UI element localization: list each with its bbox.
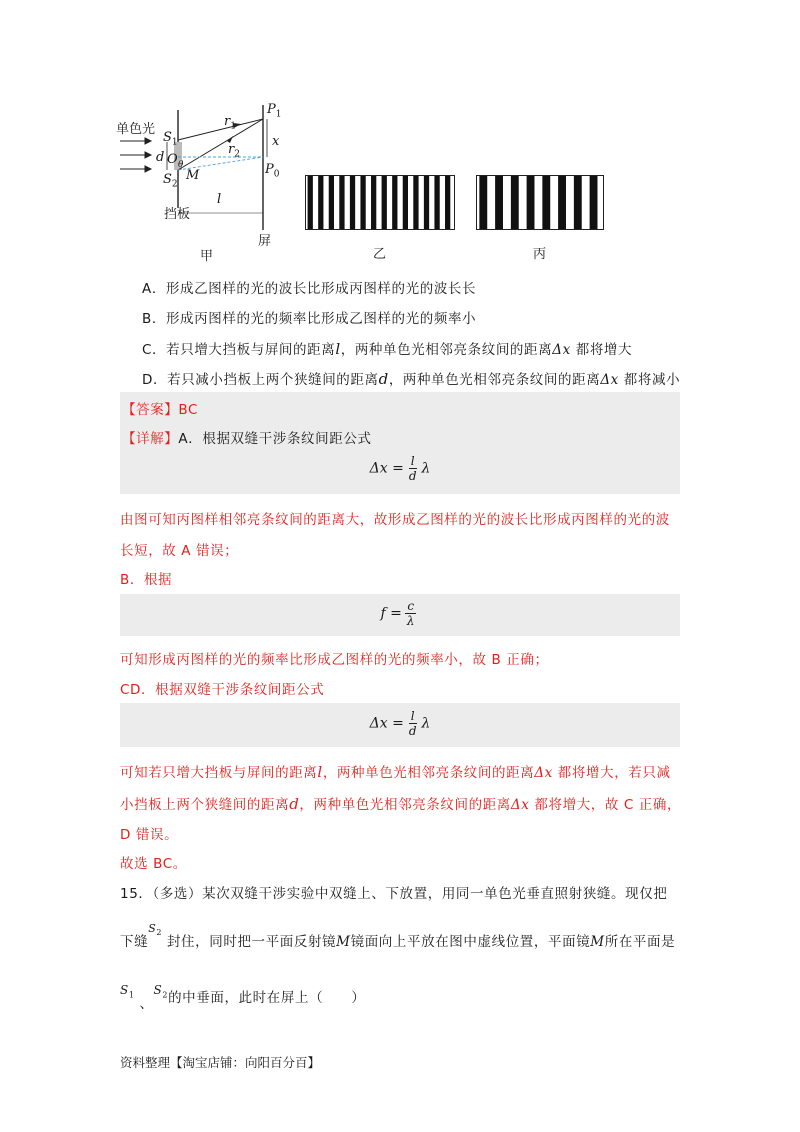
detail-b-intro: B．根据 — [120, 572, 173, 588]
ray-r1 — [178, 119, 263, 140]
detail-cd-line-2: 小挡板上两个狭缝间的距离d，两种单色光相邻亮条纹间的距离Δx 都将增大，故 C 正确， — [120, 795, 682, 813]
yi-dark-fringe — [382, 176, 387, 229]
r2-label: $r_2$ — [228, 142, 240, 160]
theta-label: θ — [178, 160, 184, 170]
yi-dark-fringe — [445, 176, 450, 229]
light-arrows — [120, 138, 151, 172]
yi-dark-fringe — [339, 176, 344, 229]
yi-frame — [306, 176, 455, 230]
detail-cd-line-1: 可知若只增大挡板与屏间的距离l，两种单色光相邻亮条纹间的距离Δx 都将增大，若只减 — [120, 763, 671, 781]
question-15-line-3: $S_1$ 、$S_2$的中垂面，此时在屏上（ ） — [120, 983, 366, 1012]
p0-label: $P_0$ — [265, 162, 280, 180]
bing-dark-fringe — [479, 176, 487, 229]
yi-dark-fringe — [413, 176, 418, 229]
x-label: x — [272, 134, 280, 149]
question-15-line-2: 下缝$^{S_2}$ 封住，同时把一平面反射镜M镜面向上平放在图中虚线位置，平面镜M所在平面是 — [120, 922, 676, 950]
yi-dark-fringe — [434, 176, 439, 229]
bing-dark-fringe — [558, 176, 566, 229]
ray-r2 — [178, 119, 263, 170]
option-a: A．形成乙图样的光的波长比形成丙图样的光的波长长 — [142, 281, 477, 297]
r1-label: $r_1$ — [224, 114, 236, 132]
o-label: O — [167, 152, 178, 167]
formula-2-band — [120, 594, 680, 636]
bing-dark-fringe — [542, 176, 550, 229]
bing-dark-fringe — [495, 176, 503, 229]
option-d: D．若只减小挡板上两个狭缝间的距离d，两种单色光相邻亮条纹间的距离Δx 都将减小 — [142, 370, 681, 388]
yi-dark-fringe — [371, 176, 376, 229]
light-label: 单色光 — [116, 122, 156, 137]
detail-b-text: 可知形成丙图样的光的频率比形成乙图样的光的频率小，故 B 正确； — [120, 652, 549, 668]
detail-a-text-1: 由图可知丙图样相邻亮条纹间的距离大，故形成乙图样的光的波长比形成丙图样的光的波 — [120, 512, 670, 528]
jia-label: 甲 — [200, 249, 214, 264]
fringe-pattern-yi — [305, 175, 455, 230]
m-label: M — [186, 168, 200, 183]
p1-label: $P_1$ — [267, 102, 282, 120]
yi-label: 乙 — [373, 247, 387, 262]
yi-dark-fringe — [360, 176, 365, 229]
yi-dark-fringe — [308, 176, 313, 229]
page-footer: 资料整理【淘宝店铺：向阳百分百】 — [120, 1055, 321, 1070]
bing-label: 丙 — [533, 247, 547, 262]
bing-dark-fringe — [590, 176, 598, 229]
d-label: d — [156, 150, 165, 165]
formula-3-band — [120, 703, 680, 747]
answer-line: 【答案】BC — [122, 402, 199, 418]
option-c: C．若只增大挡板与屏间的距离l，两种单色光相邻亮条纹间的距离Δx 都将增大 — [142, 340, 633, 358]
detail-cd-line-3: D 错误。 — [120, 827, 179, 843]
detail-cd-intro: CD．根据双缝干涉条纹间距公式 — [120, 682, 325, 698]
yi-dark-fringe — [318, 176, 323, 229]
detail-conclusion: 故选 BC。 — [120, 856, 187, 872]
s1-label: $S_1$ — [163, 130, 178, 148]
bing-dark-fringe — [511, 176, 519, 229]
yi-dark-fringe — [392, 176, 397, 229]
baffle-label: 挡板 — [164, 207, 191, 222]
bing-dark-fringe — [574, 176, 582, 229]
formula-2: f = $\frac{c}{\lambda}$ — [380, 599, 415, 628]
formula-3: Δx = $\frac{l}{d}$ λ — [369, 709, 431, 738]
detail-a-intro: 【详解】A．根据双缝干涉条纹间距公式 — [122, 431, 372, 447]
yi-dark-fringe — [329, 176, 334, 229]
yi-dark-fringe — [350, 176, 355, 229]
yi-dark-fringe — [424, 176, 429, 229]
l-label: l — [217, 192, 222, 207]
formula-1: Δx = $\frac{l}{d}$ λ — [369, 454, 431, 483]
option-b: B．形成丙图样的光的频率比形成乙图样的光的频率小 — [142, 311, 477, 327]
question-15-line-1: 15．（多选）某次双缝干涉实验中双缝上、下放置，用同一单色光垂直照射狭缝。现仅把 — [120, 886, 668, 902]
answer-band — [120, 392, 680, 494]
fringe-pattern-bing — [476, 175, 604, 230]
bing-dark-fringe — [527, 176, 535, 229]
yi-dark-fringe — [403, 176, 408, 229]
s2-label: $S_2$ — [163, 172, 178, 190]
detail-a-text-2: 长短，故 A 错误； — [120, 543, 239, 559]
screen-label: 屏 — [258, 234, 272, 249]
